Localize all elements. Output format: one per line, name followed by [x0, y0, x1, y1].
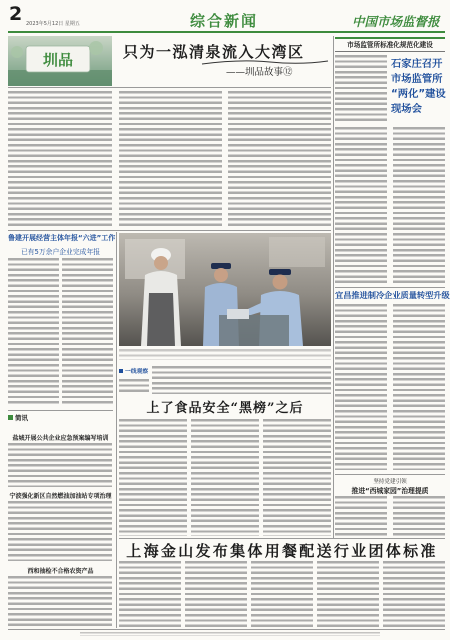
feature-tag: 一线观察 — [119, 366, 148, 375]
box-body — [393, 496, 445, 536]
photo-sign-text: 圳品 — [42, 51, 74, 69]
bottom-body-column — [383, 561, 445, 627]
inspection-photo-image — [119, 233, 331, 346]
bottom-headline: 上海金山发布集体用餐配送行业团体标准 — [126, 542, 438, 560]
masthead: 中国市场监督报 — [352, 14, 440, 29]
box-kicker: 坚持党建引领 — [373, 479, 407, 485]
footer-info — [80, 632, 380, 636]
lead-photo — [8, 36, 112, 86]
lead-photo-image — [8, 36, 112, 86]
divider — [335, 474, 445, 475]
inspection-photo — [119, 233, 331, 346]
feature-intro — [119, 379, 149, 394]
right-body-column — [393, 127, 445, 284]
lead-body-column — [8, 91, 112, 227]
footer-rule — [8, 629, 445, 630]
right-headline-line: 石家庄召开 — [391, 58, 443, 70]
page-number: 2 — [9, 3, 23, 25]
feature-headline: 上了食品安全“黑榜”之后 — [146, 401, 304, 416]
column-label: 市场监管所标准化规范化建设 — [335, 37, 445, 52]
lead-body-column — [228, 91, 331, 227]
right-story-headline: 宜昌推进制冷企业质量转型升级 — [335, 290, 450, 300]
divider — [119, 538, 445, 539]
left-story-headline: 鲁建开展经营主体年报“六进”工作 — [8, 234, 116, 242]
right-body-column — [335, 55, 387, 121]
box-headline: 推进“西城家园”治理提质 — [351, 487, 429, 495]
bottom-body-column — [119, 561, 181, 627]
lead-body-column — [119, 91, 222, 227]
right-headline-line: “两化”建设 — [391, 88, 446, 100]
column-rule — [333, 36, 334, 538]
divider — [8, 410, 113, 411]
brief-headline: 盐城开展公共企业应急预案编写培训 — [12, 435, 109, 442]
divider — [335, 287, 445, 288]
brief-headline: 西和抽检不合格农资产品 — [27, 568, 94, 575]
left-story-body — [62, 258, 113, 406]
photo-caption — [119, 349, 331, 360]
brief-body — [8, 443, 112, 487]
column-rule — [116, 232, 117, 628]
right-headline-line: 现场会 — [391, 103, 422, 115]
feature-body-column — [119, 419, 187, 536]
right-headline-line: 市场监管所 — [391, 73, 443, 85]
section-title: 综合新闻 — [190, 12, 259, 30]
divider — [8, 230, 331, 231]
lead-subtitle: ——圳品故事⑫ — [226, 67, 293, 78]
right-story-body — [393, 304, 445, 470]
lead-headline: 只为一泓清泉流入大湾区 — [123, 43, 305, 61]
left-story-body — [8, 258, 59, 406]
right-body-column — [335, 127, 387, 284]
brief-body — [8, 501, 112, 561]
left-story-subhead: 已有5万余户企业完成年报 — [20, 248, 101, 256]
feature-body-column — [191, 419, 259, 536]
bottom-body-column — [251, 561, 313, 627]
counter — [219, 315, 289, 346]
box-body — [335, 496, 387, 536]
feature-intro — [152, 366, 331, 394]
issue-date: 2023年5月12日 星期五 — [26, 21, 80, 27]
bottom-body-column — [317, 561, 379, 627]
brief-body — [8, 576, 112, 627]
brief-headline: 宁波强化新区自然燃油加油站专项治理 — [9, 493, 112, 500]
divider — [8, 87, 331, 88]
bottom-body-column — [185, 561, 247, 627]
right-story-body — [335, 304, 387, 470]
header-rule — [8, 31, 445, 33]
briefs-label: 简讯 — [8, 413, 28, 422]
feature-body-column — [263, 419, 331, 536]
